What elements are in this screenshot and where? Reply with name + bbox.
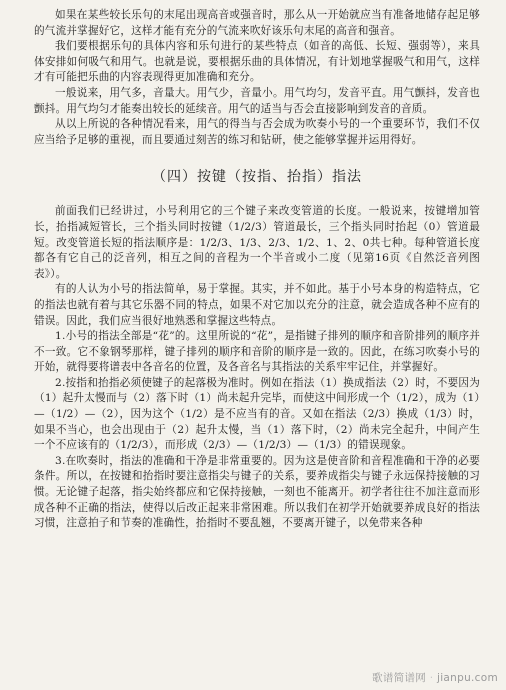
watermark-separator: · bbox=[429, 672, 434, 684]
document-page bbox=[34, 8, 480, 532]
watermark-url: jianpu.com bbox=[436, 672, 498, 684]
paragraph: 我们要根据乐句的具体内容和乐句进行的某些特点（如音的高低、长短、强弱等），来具体安排如何吸气和用气。也就是说，要根据乐曲的具体情况，有计划地掌握吸气和用气，这样才有可能把乐曲的内容表现得更加准确和充分。 bbox=[34, 40, 480, 84]
section-title: （四）按键（按指、抬指）指法 bbox=[152, 169, 362, 186]
watermark-site-name: 歌谱简谱网 bbox=[372, 672, 427, 684]
paragraph: 前面我们已经讲过，小号利用它的三个键子来改变管道的长度。一般说来，按键增加管长，抬指减短管长，三个指头同时按键（1/2/3）管道最长，三个指头同时抬起（0）管道最短。改变管道长短的指法顺序是：1/2/3、1/3、2/3、1/2、1、2、0共七种。每种管道长度都各有它自己的泛音列，相互之间的音程为一个半音或小二度（见第16页《自然泛音列图表》）。 bbox=[34, 205, 480, 280]
paragraph: 2.按指和抬指必须使键子的起落极为准时。例如在指法（1）换成指法（2）时，不要因为（1）起升太慢而与（2）落下时（1）尚未起升完毕，而使这中间形成一个（1/2），成为（1）—（1/2）—（2），因为这个（1/2）是不应当有的音。又如在指法（2/3）换成（1/3）时，如果不当心，也会出现由于（2）起升太慢，当（1）落下时，（2）尚未完全起升，中间产生一个不应该有的（1/2/3），而形成（2/3）—（1/2/3）—（1/3）的错误现象。 bbox=[34, 376, 480, 452]
paragraph: 有的人认为小号的指法简单，易于掌握。其实，并不如此。基于小号本身的构造特点，它的指法也就有着与其它乐器不同的特点，如果不对它加以充分的注意，就会造成各种不应有的错误。因此，我们应当很好地熟悉和掌握这些特点。 bbox=[34, 283, 480, 327]
paragraph: 3.在吹奏时，指法的准确和干净是非常重要的。因为这是使音阶和音程准确和干净的必要条件。所以，在按键和抬指时要注意指尖与键子的关系，要养成指尖与键子永远保持接触的习惯。无论键子起落，指尖始终都应和它保持接触，一刻也不能离开。初学者往往不加注意而形成各种不正确的指法，使得以后改正起来非常困难。所以我们在初学开始就要养成良好的指法习惯，注意拍子和节奏的准确性，抬指时不要乱翘，不要离开键子，以免带来各种 bbox=[34, 454, 480, 530]
paragraph: 如果在某些较长乐句的末尾出现高音或强音时，那么从一开始就应当有准备地储存起足够的气流并掌握好它，这样才能有充分的气流来吹好该乐句末尾的高音和强音。 bbox=[34, 9, 480, 37]
watermark bbox=[372, 670, 498, 685]
paragraph: 从以上所说的各种情况看来，用气的得当与否会成为吹奏小号的一个重要环节，我们不仅应当给予足够的重视，而且要通过刻苦的练习和钻研，使之能够掌握并运用得好。 bbox=[34, 118, 480, 146]
paragraph: 1.小号的指法全部是“花”的。这里所说的“花”，是指键子排列的顺序和音阶排列的顺序并不一致。它不象钢琴那样，键子排列的顺序和音阶的顺序是一致的。因此，在练习吹奏小号的开始，就得要将谱表中各音名的位置，及各音名与其指法的关系牢牢记住，并掌握好。 bbox=[34, 330, 480, 374]
paragraph: 一般说来，用气多，音量大。用气少，音量小。用气均匀，发音平直。用气颤抖，发音也颤抖。用气均匀才能奏出较长的延续音。用气的适当与否会直接影响到发音的音质。 bbox=[34, 86, 480, 115]
